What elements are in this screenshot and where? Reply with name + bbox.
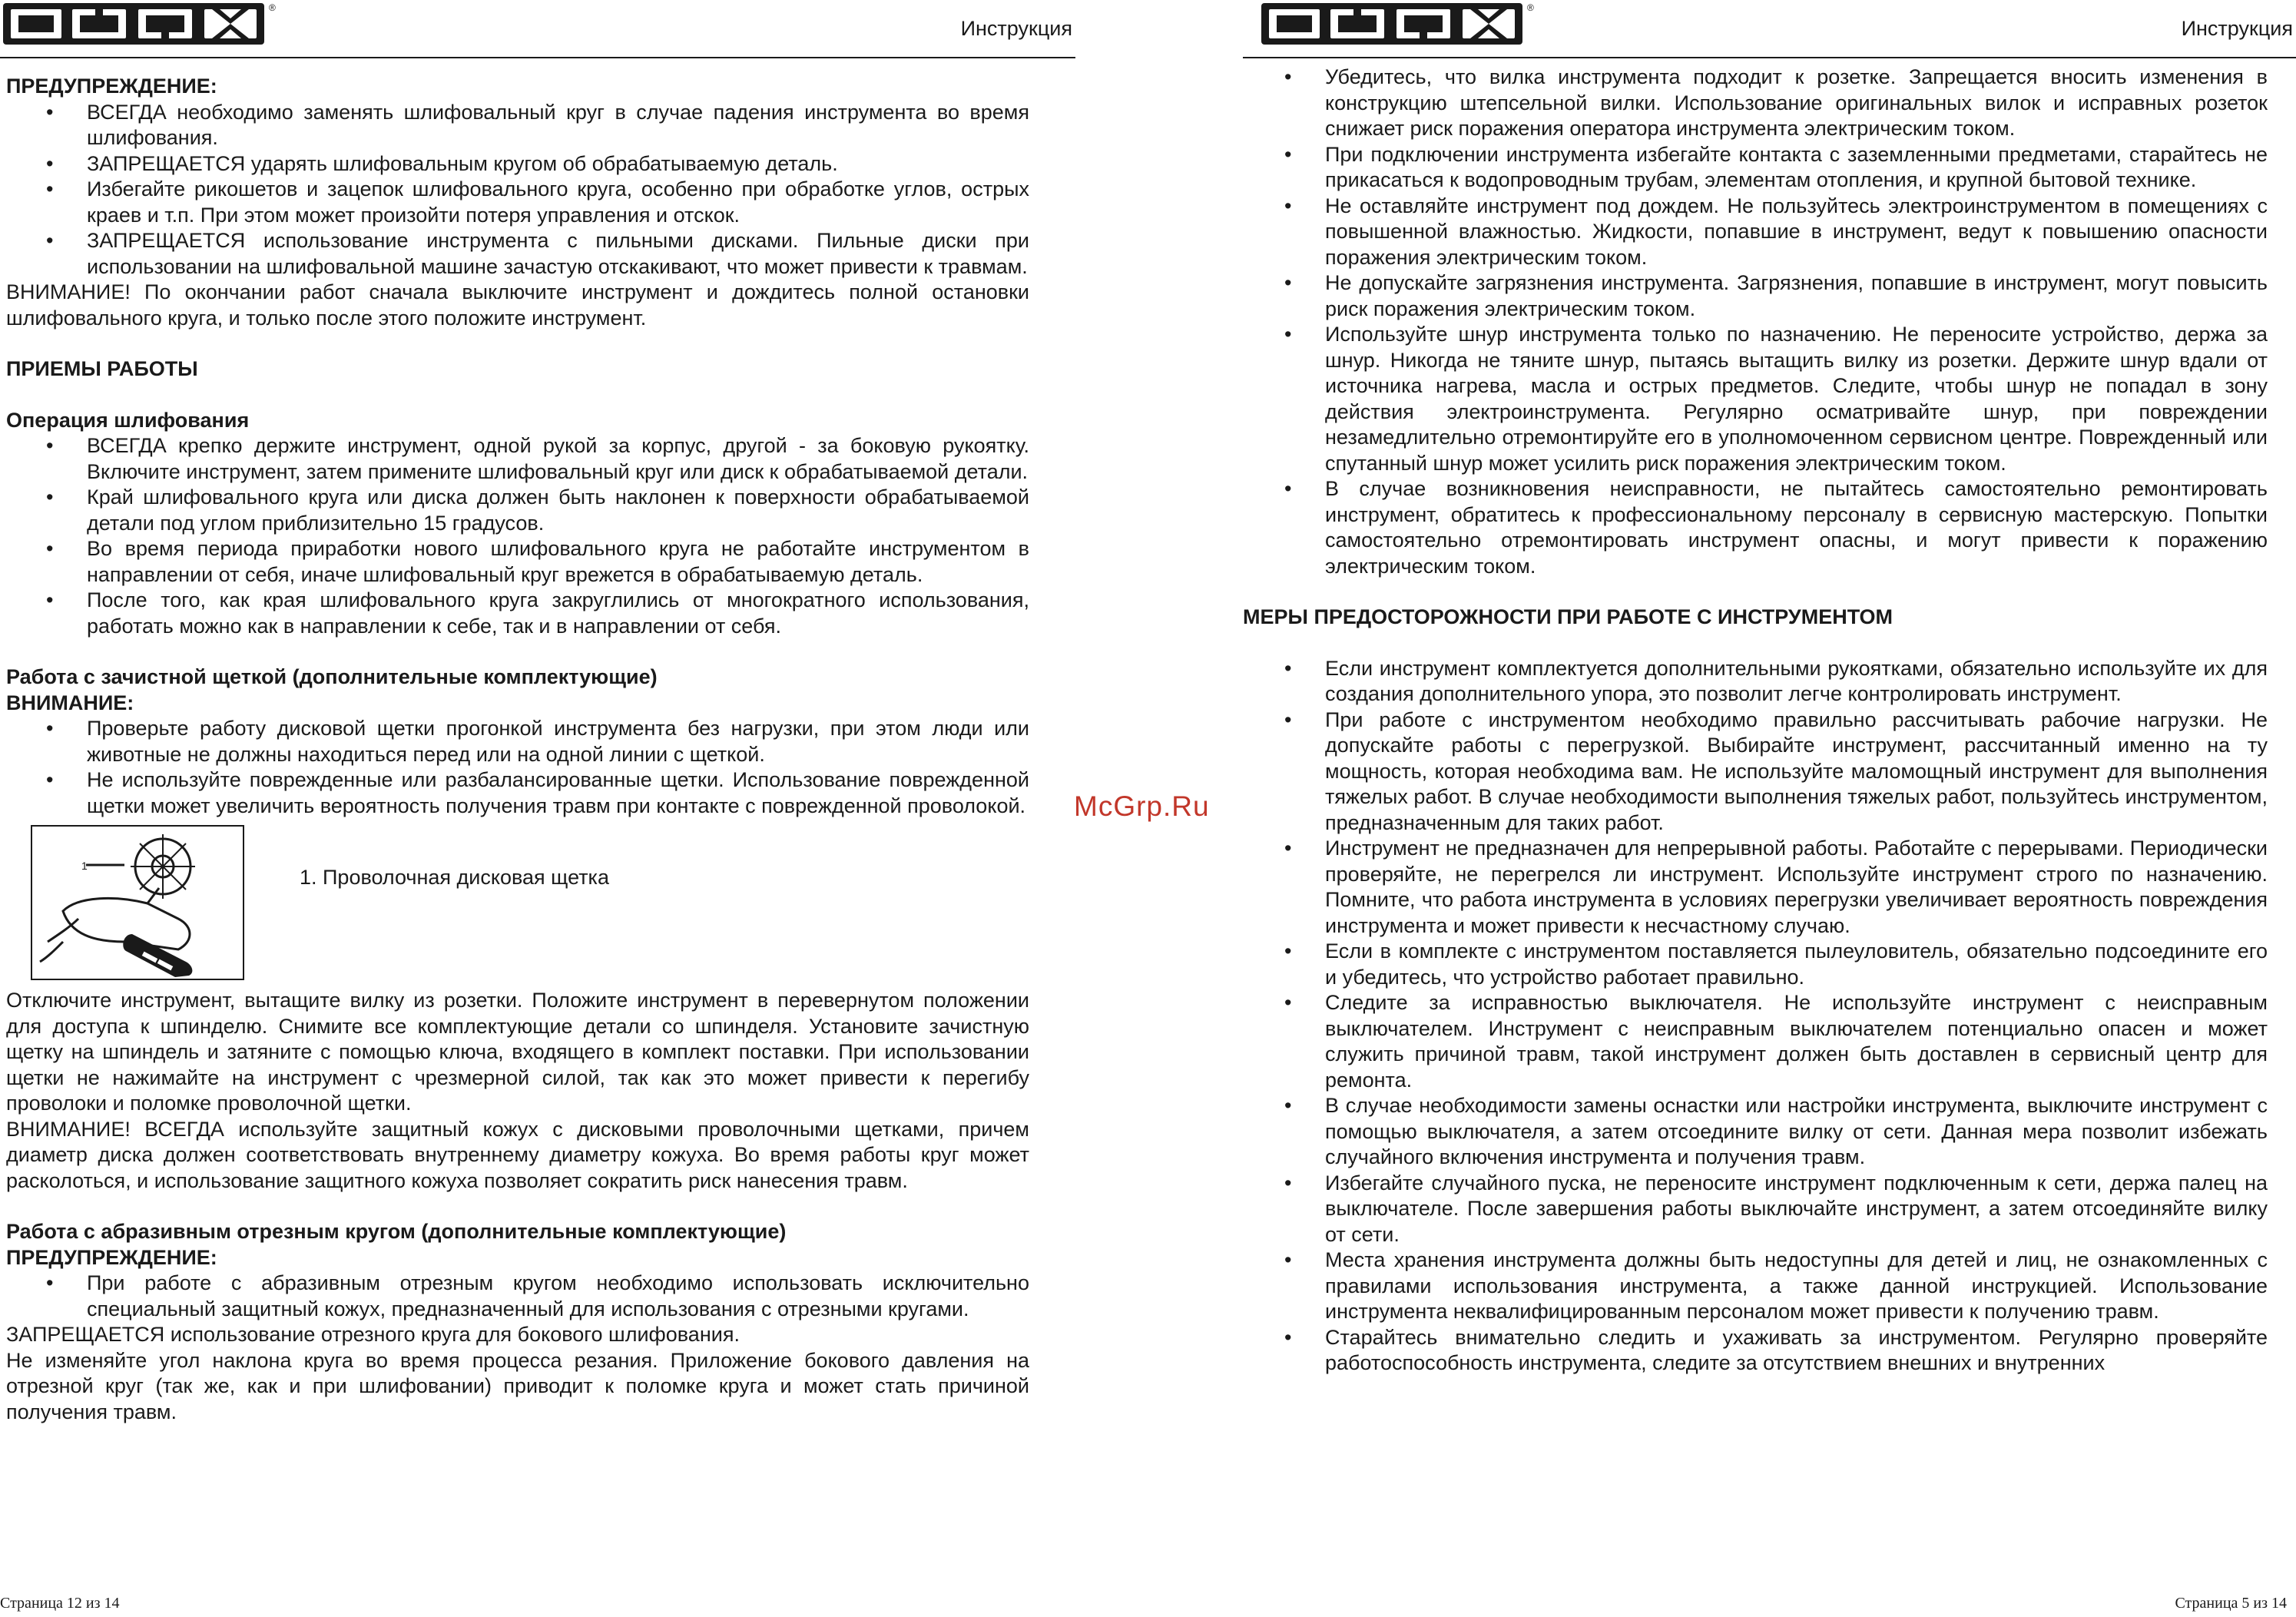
angle-grinder-illustration <box>32 827 243 979</box>
header-label: Инструкция <box>2181 17 2293 40</box>
list-item: • Места хранения инструмента должны быть недоступны для детей и лиц, не ознакомленных с правилами использования инструмента, а также данной инструкцией. Использование инструмента неквалифицированным персоналом может привести к получению травм. <box>1243 1248 2268 1325</box>
list-item: • Избегайте рикошетов и зацепок шлифовального круга, особенно при обработке углов, острых краев и т.п. При этом может произойти потеря управления и отскок. <box>6 177 1029 228</box>
list-item: • Следите за исправностью выключателя. Не используйте инструмент с неисправным выключателем. Инструмент с неисправным выключателем потенциально опасен и может служить причиной травм, такой инструмент должен быть доставлен в сервисный центр для ремонта. <box>1243 990 2268 1093</box>
list-item: • При подключении инструмента избегайте контакта с заземленными предметами, старайтесь не прикасаться к водопроводным трубам, элементам отопления, и крупной бытовой технике. <box>1243 142 2268 194</box>
list-item: • При работе с абразивным отрезным кругом необходимо использовать исключительно специальный защитный кожух, предназначенный для использования с отрезными кругами. <box>6 1271 1029 1322</box>
attention-paragraph: ВНИМАНИЕ! По окончании работ сначала выключите инструмент и дождитесь полной остановки шлифовального круга, и только после этого положите инструмент. <box>6 280 1029 330</box>
electrical-safety-list <box>1243 65 2268 579</box>
list-item: • ВСЕГДА крепко держите инструмент, одной рукой за корпус, другой - за боковую рукоятку. Включите инструмент, затем примените шлифовальный круг или диск к обрабатываемой детали. <box>6 433 1029 485</box>
figure-row <box>6 825 1029 983</box>
warning-list <box>6 100 1029 280</box>
list-item: • ЗАПРЕЩАЕТСЯ использование инструмента с пильными дисками. Пильные диски при использовании на шлифовальной машине зачастую отскакивают, что может привести к травмам. <box>6 228 1029 280</box>
brush-heading: Работа с зачистной щеткой (дополнительные комплектующие) <box>6 665 658 688</box>
page-header <box>0 0 1075 58</box>
precautions-list <box>1243 656 2268 1377</box>
omax-logo <box>3 0 280 48</box>
list-item: • Старайтесь внимательно следить и ухаживать за инструментом. Регулярно проверяйте работоспособность инструмента, следите за отсутствием внешних и внутренних <box>1243 1325 2268 1377</box>
list-item: • ЗАПРЕЩАЕТСЯ ударять шлифовальным кругом об обрабатываемую деталь. <box>6 151 1029 177</box>
grinding-heading: Операция шлифования <box>6 408 250 432</box>
cutting-paragraph: ЗАПРЕЩАЕТСЯ использование отрезного круга для бокового шлифования. <box>6 1323 740 1346</box>
list-item: • Если инструмент комплектуется дополнительными рукоятками, обязательно используйте их для создания дополнительного упора, это позволит легче контролировать инструмент. <box>1243 656 2268 707</box>
left-page <box>0 0 1075 1617</box>
figure-caption: 1. Проволочная дисковая щетка <box>300 866 609 889</box>
omax-logo <box>1261 0 1538 48</box>
list-item: • В случае возникновения неисправности, не пытайтесь самостоятельно ремонтировать инструмент, обратитесь к профессиональному персоналу в сервисную мастерскую. Попытки самостоятельно отремонтировать инструмент опасны, и могут привести к поражению электрическим током. <box>1243 476 2268 579</box>
warning-heading: ПРЕДУПРЕЖДЕНИЕ: <box>6 75 217 98</box>
list-item: • Край шлифовального круга или диска должен быть наклонен к поверхности обрабатываемой детали под углом приблизительно 15 градусов. <box>6 485 1029 536</box>
list-item: • Убедитесь, что вилка инструмента подходит к розетке. Запрещается вносить изменения в конструкцию штепсельной вилки. Использование оригинальных вилок и исправных розеток снижает риск поражения оператора инструмента электрическим током. <box>1243 65 2268 142</box>
brush-attention-paragraph: ВНИМАНИЕ! ВСЕГДА используйте защитный кожух с дисковыми проволочными щетками, причем диаметр диска должен соответствовать внутреннему диаметру кожуха. Во время работы круг может расколоться, и использование защитного кожуха позволяет сократить риск нанесения травм. <box>6 1117 1029 1192</box>
brush-list <box>6 716 1029 819</box>
list-item: • Используйте шнур инструмента только по назначению. Не переносите устройство, держа за шнур. Никогда не тяните шнур, пытаясь вытащить вилку из розетки. Держите шнур вдали от источника нагрева, масла и острых предметов. Следите, чтобы шнур не попадал в зону действия электроинструмента. Регулярно осматривайте шнур, при повреждении незамедлительно отремонтируйте его в уполномоченном сервисном центре. Поврежденный или спутанный шнур может усилить риск поражения электрическим током. <box>1243 322 2268 476</box>
left-content <box>6 74 1029 1425</box>
list-item: • Не оставляйте инструмент под дождем. Не пользуйтесь электроинструментом в помещениях с повышенной влажностью. Жидкости, попавшие в инструмент, ведут к повышению опасности поражения электрическим током. <box>1243 194 2268 271</box>
right-page <box>1243 0 2296 1617</box>
cutting-warning-heading: ПРЕДУПРЕЖДЕНИЕ: <box>6 1245 217 1269</box>
list-item: • Во время периода приработки нового шлифовального круга не работайте инструментом в направлении от себя, иначе шлифовальный круг врежется в обрабатываемую деталь. <box>6 536 1029 588</box>
list-item: • Избегайте случайного пуска, не переносите инструмент подключенным к сети, держа палец на выключателе. После завершения работы выключайте инструмент, а затем отсоединяйте вилку от сети. <box>1243 1171 2268 1248</box>
list-item: • После того, как края шлифовального круга закруглились от многократного использования, работать можно как в направлении к себе, так и в направлении от себя. <box>6 588 1029 639</box>
list-item: • ВСЕГДА необходимо заменять шлифовальный круг в случае падения инструмента во время шлифования. <box>6 100 1029 151</box>
page-footer: Страница 12 из 14 <box>0 1595 120 1612</box>
watermark: McGrp.Ru <box>1074 790 1210 822</box>
list-item: • Инструмент не предназначен для непрерывной работы. Работайте с перерывами. Периодически проверяйте, не перегрелся ли инструмент. Используйте инструмент строго по назначению. Помните, что работа инструмента в условиях перегрузки увеличивает вероятность повреждения инструмента и может привести к несчастному случаю. <box>1243 836 2268 939</box>
figure-callout-number: 1 <box>81 860 88 872</box>
list-item: • Если в комплекте с инструментом поставляется пылеуловитель, обязательно подсоедините его и убедитесь, что устройство работает правильно. <box>1243 939 2268 990</box>
cutting-heading: Работа с абразивным отрезным кругом (дополнительные комплектующие) <box>6 1220 787 1243</box>
right-content <box>1243 65 2268 1377</box>
list-item: • В случае необходимости замены оснастки или настройки инструмента, выключите инструмент с помощью выключателя, а затем отсоедините вилку от сети. Данная мера позволит избежать случайного включения инструмента и получения травм. <box>1243 1093 2268 1171</box>
list-item: • Не используйте поврежденные или разбалансированные щетки. Использование поврежденной щетки может увеличить вероятность получения травм при контакте с поврежденной проволокой. <box>6 767 1029 819</box>
precautions-heading: МЕРЫ ПРЕДОСТОРОЖНОСТИ ПРИ РАБОТЕ С ИНСТРУМЕНТОМ <box>1243 605 1893 628</box>
page-footer: Страница 5 из 14 <box>2175 1595 2287 1612</box>
svg-text:®: ® <box>269 2 276 13</box>
svg-text:®: ® <box>1527 2 1534 13</box>
header-label: Инструкция <box>960 17 1072 40</box>
brush-attention-heading: ВНИМАНИЕ: <box>6 691 134 714</box>
list-item: • Не допускайте загрязнения инструмента. Загрязнения, попавшие в инструмент, могут повысить риск поражения электрическим током. <box>1243 270 2268 322</box>
grinding-list <box>6 433 1029 639</box>
wire-brush-figure <box>31 825 244 980</box>
page-header <box>1243 0 2296 58</box>
brush-paragraph: Отключите инструмент, вытащите вилку из розетки. Положите инструмент в перевернутом положении для доступа к шпинделю. Снимите все комплектующие детали со шпинделя. Установите зачистную щетку на шпиндель и затяните с помощью ключа, входящего в комплект поставки. При использовании щетки не нажимайте на инструмент с чрезмерной силой, так как это может привести к перегибу проволоки и поломке проволочной щетки. <box>6 989 1029 1115</box>
list-item: • Проверьте работу дисковой щетки прогонкой инструмента без нагрузки, при этом люди или животные не должны находиться перед или на одной линии с щеткой. <box>6 716 1029 767</box>
techniques-heading: ПРИЕМЫ РАБОТЫ <box>6 357 198 380</box>
cutting-paragraph: Не изменяйте угол наклона круга во время процесса резания. Приложение бокового давления на отрезной круг (так же, как и при шлифовании) приводит к поломке круга и может стать причиной получения травм. <box>6 1348 1029 1423</box>
cutting-list <box>6 1271 1029 1322</box>
list-item: • При работе с инструментом необходимо правильно рассчитывать рабочие нагрузки. Не допускайте работы с перегрузкой. Выбирайте инструмент, рассчитанный именно на ту мощность, которая необходима вам. Не используйте маломощный инструмент для выполнения тяжелых работ. В случае необходимости выполнения тяжелых работ, пользуйтесь инструментом, предназначенным для таких работ. <box>1243 707 2268 837</box>
